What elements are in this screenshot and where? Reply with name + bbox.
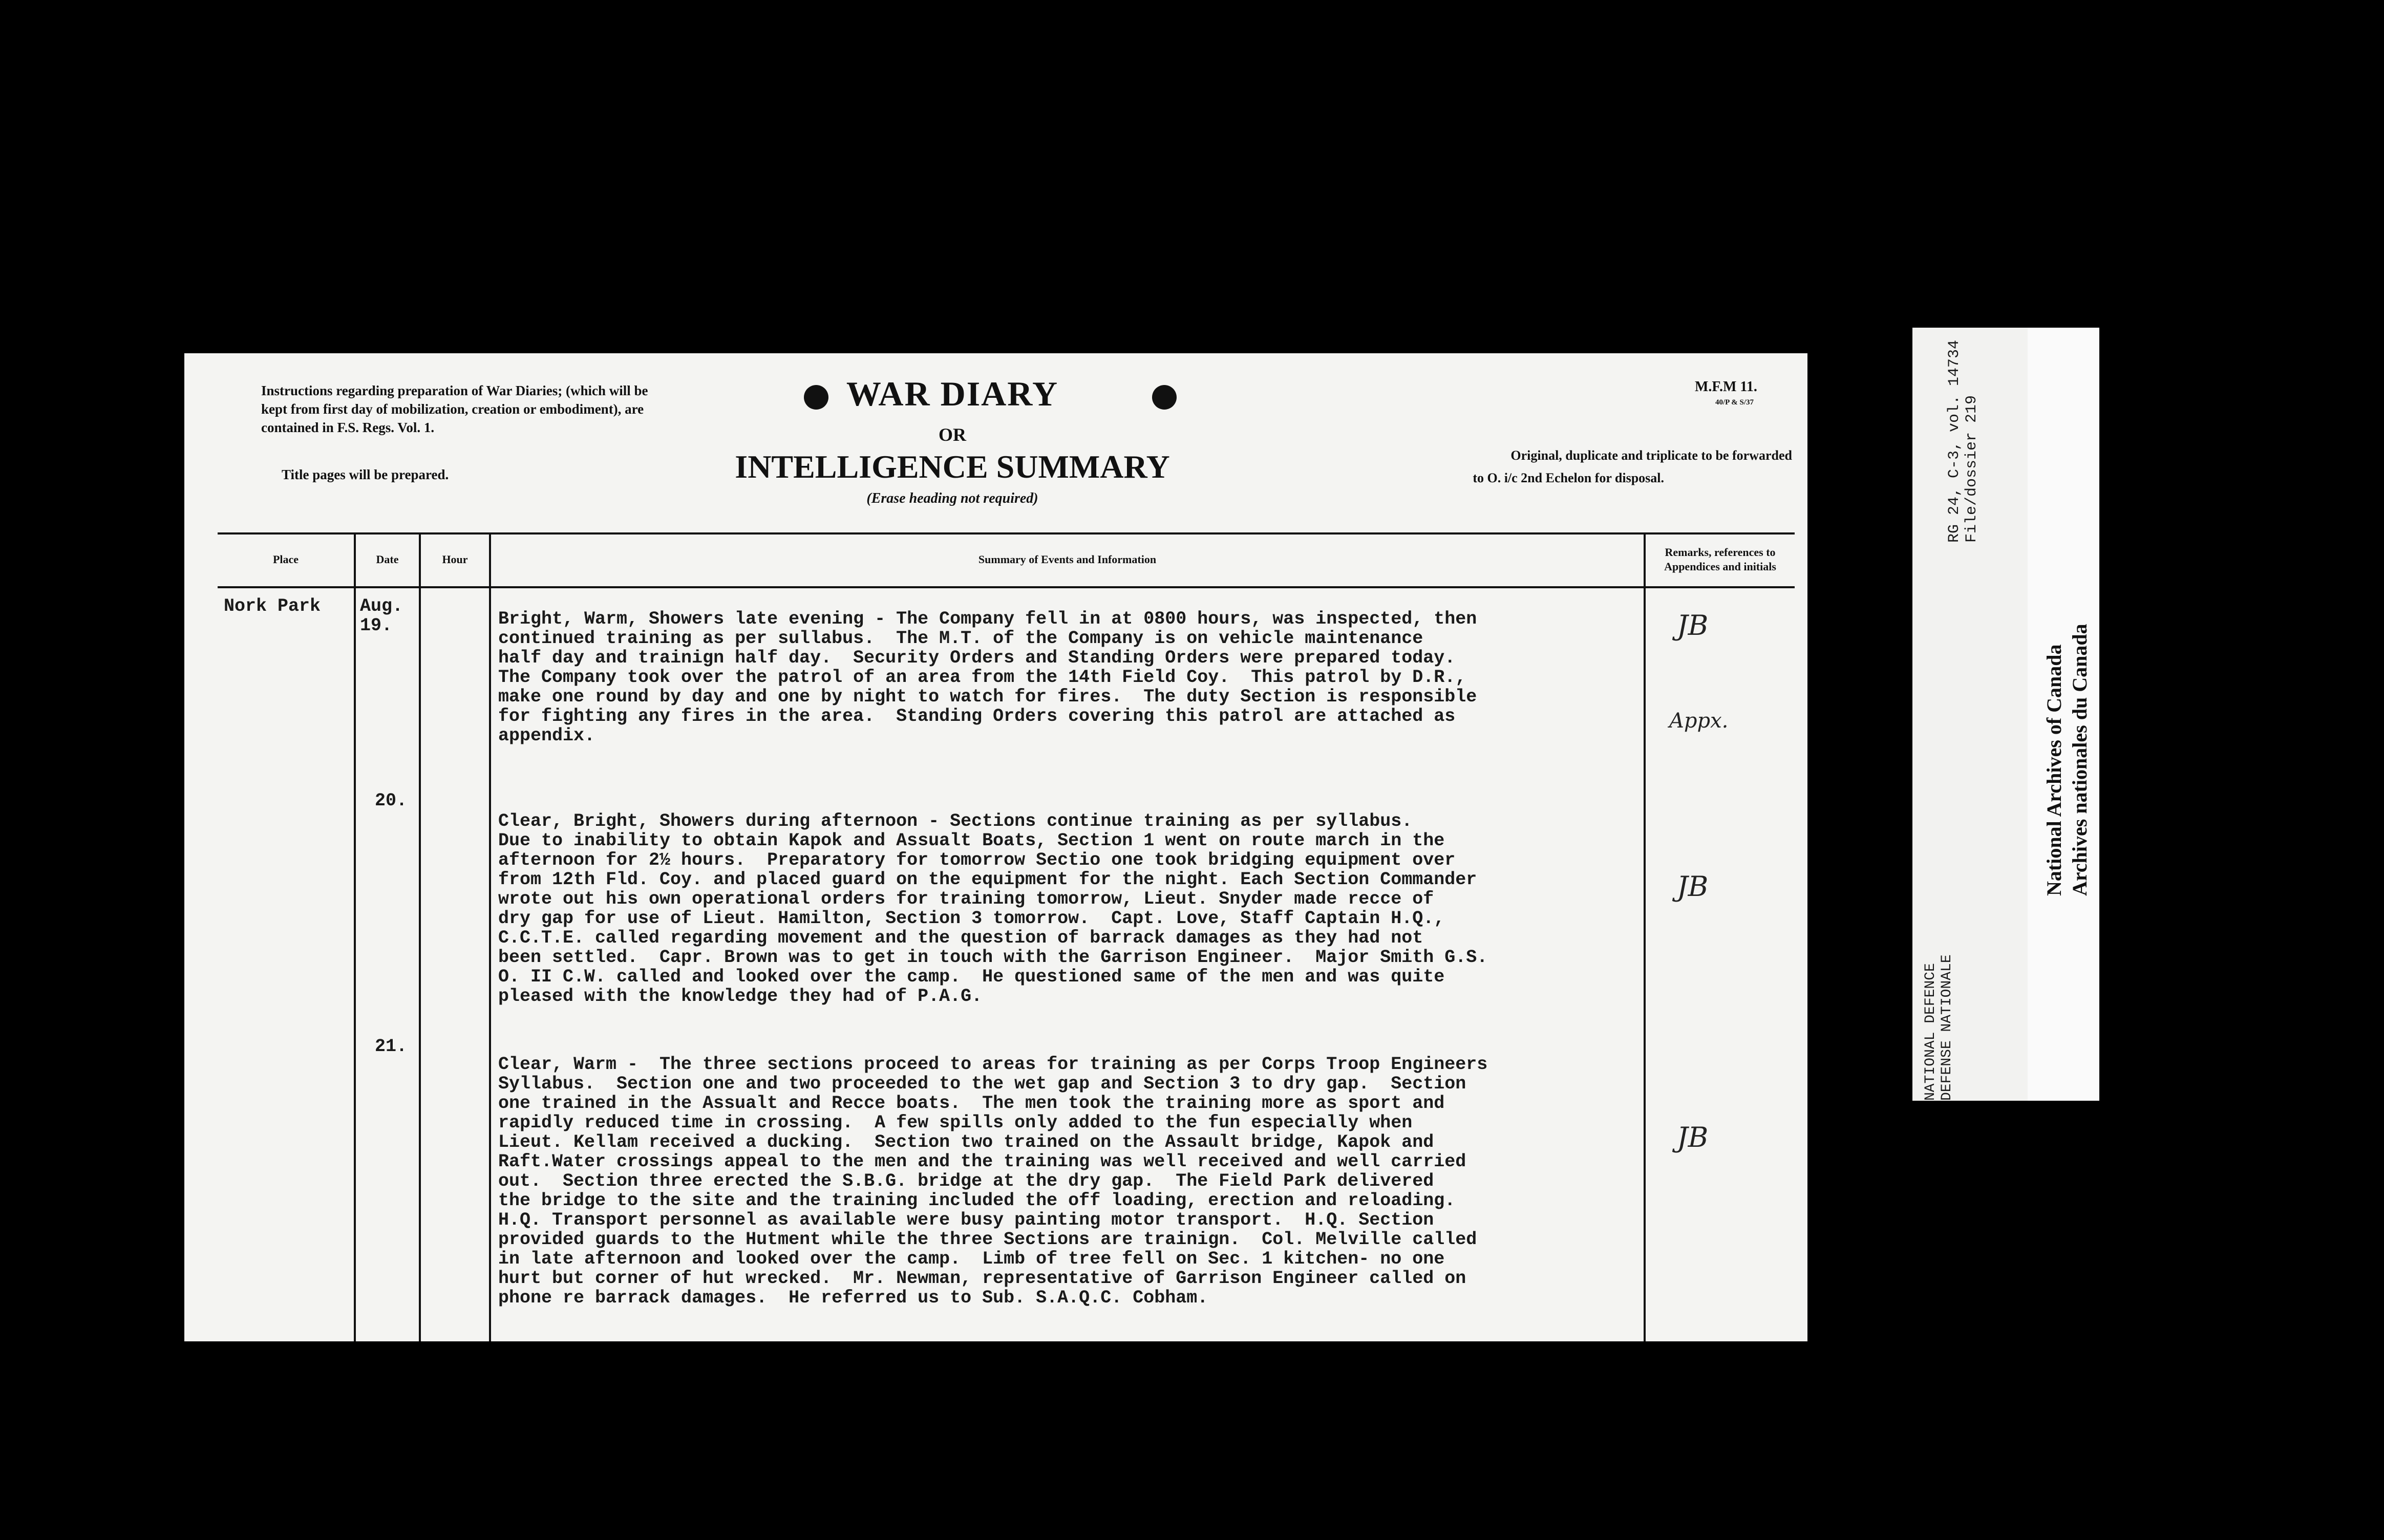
title-pages-note: Title pages will be prepared. [282, 467, 449, 482]
summary-cell: Clear, Warm - The three sections proceed to areas for training as per Corps Troop Engineers Syllabus. Section one and two proceeded to the wet gap and Section 3 to dry gap. Section one trained in the Assualt and Recce boats. The men took the training more as sport and rapidly reduced time in crossing. A few spills only added to the fun especially when Lieut. Kellam received a ducking. Section two trained on the Assault bridge, Kapok and Raft.Water crossings appeal to the men and the training was well received and well carried out. Section three erected the S.B.G. bridge at the dry gap. The Field Park delivered the bridge to the site and the training included the off loading, erection and reloading. H.Q. Transport personnel as available were busy painting motor transport. H.Q. Section provided guards to the Hutment while the three Sections are trainign. Col. Melville called in late afternoon and looked over the camp. Limb of tree fell on Sec. 1 kitchen- no one hurt but corner of hut wrecked. Mr. Newman, representative of Garrison Engineer called on phone re barrack damages. He referred us to Sub. S.A.Q.C. Cobham. [498, 1054, 1488, 1308]
header-hour: Hour [442, 552, 468, 566]
forwarding-instructions [1434, 444, 1792, 489]
initials-signature: JB [1677, 870, 1709, 903]
forwarding-line-1: Original, duplicate and triplicate to be forwarded [1510, 448, 1792, 463]
form-title: WAR DIARY [846, 374, 1059, 413]
header-summary: Summary of Events and Information [978, 552, 1157, 566]
column-divider [489, 532, 491, 1341]
forwarding-line-2: to O. i/c 2nd Echelon for disposal. [1473, 470, 1664, 485]
initials-signature: JB [1677, 1121, 1709, 1153]
header-place: Place [272, 552, 299, 566]
initials-signature: JB [1677, 609, 1709, 641]
form-title-note: (Erase heading not required) [866, 490, 1038, 506]
diary-table [218, 532, 1795, 1341]
header-date: Date [376, 552, 399, 566]
war-diary-sheet [184, 353, 1807, 1341]
date-cell: 20. [374, 790, 407, 811]
column-divider [354, 532, 356, 1341]
summary-cell: Bright, Warm, Showers late evening - The Company fell in at 0800 hours, was inspected, then continued training as per sullabus. The M.T. of the Company is on vehicle maintenance half day and trainign half day. Security Orders and Standing Orders were prepared today. The Company took over the patrol of an area from the 14th Field Coy. This patrol by D.R., make one round by day and one by night to watch for fires. The duty Section is responsible for fighting any fires in the area. Standing Orders covering this patrol are attached as appendix. [498, 609, 1477, 746]
archive-reference: RG 24, C-3, vol. 14734 File/dossier 219 [1946, 339, 1981, 543]
column-divider [1644, 532, 1646, 1341]
form-title-or: OR [939, 424, 966, 445]
form-code-sub: 40/P & S/37 [1715, 398, 1754, 407]
header-remarks: Remarks, references to Appendices and initials [1664, 545, 1776, 573]
archives-name-en: National Archives of Canada [2042, 644, 2066, 896]
instructions-text: Instructions regarding preparation of War Diaries; (which will be kept from first day of mobilization, creation or embodiment), are contained in F.S. Regs. Vol. 1. [261, 383, 648, 435]
summary-cell: Clear, Bright, Showers during afternoon - Sections continue training as per syllabus. Due to inability to obtain Kapok and Assualt Boats, Section 1 went on route march in the afternoon for 2½ hours. Preparatory for tomorrow Sectio one took bridging equipment over from 12th Fld. Coy. and placed guard on the equipment for the night. Each Section Commander wrote out his own operational orders for training tomorrow, Lieut. Snyder made recce of dry gap for use of Lieut. Hamilton, Section 3 tomorrow. Capt. Love, Staff Captain H.Q., C.C.T.E. called regarding movement and the question of barrack damages as they had not been settled. Capr. Brown was to get in touch with the Garrison Engineer. Major Smith G.S. O. II C.W. called and looked over the camp. He questioned same of the men and was quite pleased with the knowledge they had of P.A.G. [498, 811, 1488, 1007]
table-header-rule [218, 586, 1795, 588]
appendix-note: Appx. [1669, 709, 1729, 733]
form-subtitle: INTELLIGENCE SUMMARY [735, 448, 1170, 485]
department-name: NATIONAL DEFENCE DEFENSE NATIONALE [1923, 954, 1955, 1101]
place-cell: Nork Park [224, 596, 321, 616]
archives-card [2028, 328, 2099, 1101]
column-divider [419, 532, 421, 1341]
bullet-dot-right [1152, 385, 1177, 410]
archives-name-fr: Archives nationales du Canada [2068, 624, 2091, 896]
date-cell: Aug. 19. [360, 596, 403, 636]
date-cell: 21. [374, 1036, 407, 1057]
form-code: M.F.M 11. [1695, 379, 1757, 395]
